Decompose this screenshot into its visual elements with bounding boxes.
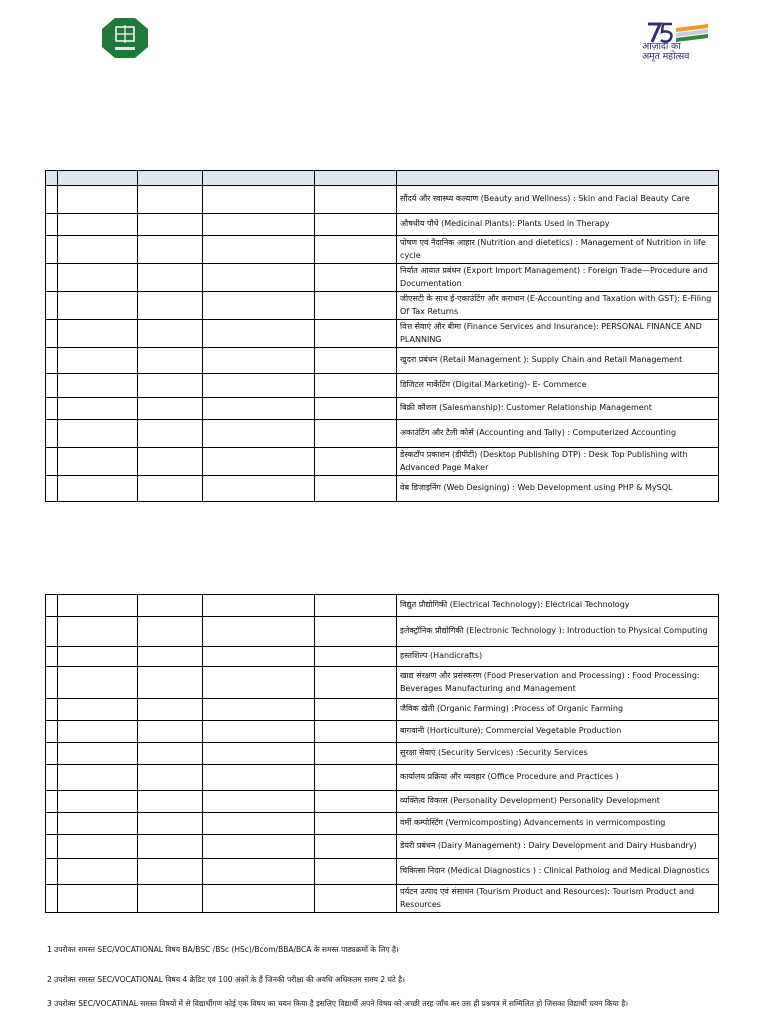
empty-cell — [58, 292, 137, 320]
empty-cell — [137, 813, 202, 835]
subject-cell: डिजिटल मार्केटिंग (Digital Marketing)- E- Commerce — [397, 374, 719, 398]
empty-cell — [314, 420, 396, 448]
empty-cell — [137, 186, 202, 214]
empty-cell — [46, 765, 58, 791]
empty-cell — [202, 765, 314, 791]
empty-cell — [202, 476, 314, 502]
empty-cell — [46, 885, 58, 913]
empty-cell — [58, 398, 137, 420]
empty-cell — [58, 420, 137, 448]
empty-cell — [58, 835, 137, 859]
empty-cell — [202, 320, 314, 348]
empty-cell — [58, 765, 137, 791]
empty-cell — [202, 791, 314, 813]
empty-cell — [137, 885, 202, 913]
subject-cell: औषधीय पौधे (Medicinal Plants): Plants Used in Therapy — [397, 214, 719, 236]
empty-cell — [314, 721, 396, 743]
empty-cell — [58, 186, 137, 214]
empty-cell — [314, 699, 396, 721]
table-row — [46, 476, 719, 502]
empty-cell — [202, 398, 314, 420]
empty-cell — [46, 348, 58, 374]
empty-cell — [58, 859, 137, 885]
subject-cell: वित्त सेवाएं और बीमा (Finance Services and Insurance): PERSONAL FINANCE AND PLANNING — [397, 320, 719, 348]
subject-cell: डेस्कटॉप प्रकाशन (डीपीटी) (Desktop Publishing DTP) : Desk Top Publishing with Advanced Page Maker — [397, 448, 719, 476]
empty-cell — [137, 264, 202, 292]
university-emblem-icon — [101, 17, 149, 59]
subject-cell: बिक्री कौशल (Salesmanship): Customer Relationship Management — [397, 398, 719, 420]
empty-cell — [202, 699, 314, 721]
subject-cell: जैविक खेती (Organic Farming) :Process of Organic Farming — [397, 699, 719, 721]
note-1: 1 उपरोक्त समस्त SEC/VOCATIONAL विषय BA/BSC /BSc (HSc)/Bcom/BBA/BCA के समस्त पाठ्यक्रमों के लिए है। — [47, 945, 399, 954]
empty-cell — [58, 214, 137, 236]
empty-cell — [202, 264, 314, 292]
empty-cell — [58, 699, 137, 721]
header-cell — [58, 171, 137, 186]
empty-cell — [46, 214, 58, 236]
subject-cell: वेब डिजाइनिंग (Web Designing) : Web Development using PHP & MySQL — [397, 476, 719, 502]
subject-cell: चिकित्सा निदान (Medical Diagnostics ) : Clinical Patholog and Medical Diagnostics — [397, 859, 719, 885]
empty-cell — [46, 420, 58, 448]
empty-cell — [46, 791, 58, 813]
empty-cell — [202, 721, 314, 743]
empty-cell — [314, 743, 396, 765]
empty-cell — [202, 420, 314, 448]
empty-cell — [314, 835, 396, 859]
empty-cell — [314, 595, 396, 617]
empty-cell — [46, 320, 58, 348]
azadi-ka-amrit-mahotsav-logo — [638, 22, 724, 64]
empty-cell — [58, 721, 137, 743]
empty-cell — [202, 348, 314, 374]
table-row — [46, 667, 719, 699]
subject-cell: पर्यटन उत्पाद एवं संसाधन (Tourism Product and Resources): Tourism Product and Resources — [397, 885, 719, 913]
empty-cell — [137, 765, 202, 791]
empty-cell — [46, 813, 58, 835]
table-header-row — [46, 171, 719, 186]
table-row — [46, 398, 719, 420]
empty-cell — [314, 374, 396, 398]
table-row — [46, 859, 719, 885]
empty-cell — [202, 859, 314, 885]
empty-cell — [58, 791, 137, 813]
table-row — [46, 617, 719, 647]
header-cell — [397, 171, 719, 186]
university-logo — [101, 17, 149, 59]
empty-cell — [58, 374, 137, 398]
empty-cell — [202, 813, 314, 835]
empty-cell — [202, 236, 314, 264]
note-2: 2 उपरोक्त समस्त SEC/VOCATIONAL विषय 4 क्रेडिट एवं 100 अंकों के हैं जिनकी परीक्षा की अवधि अधिकतम समय 2 घंटे है। — [47, 975, 405, 984]
empty-cell — [46, 743, 58, 765]
empty-cell — [46, 667, 58, 699]
header-cell — [137, 171, 202, 186]
table-row — [46, 292, 719, 320]
empty-cell — [46, 617, 58, 647]
subject-cell: बागवानी (Horticulture): Commercial Vegetable Production — [397, 721, 719, 743]
vocational-subjects-table-1 — [45, 170, 719, 502]
empty-cell — [58, 667, 137, 699]
subject-cell: डेयरी प्रबंधन (Dairy Management) : Dairy Development and Dairy Husbandry) — [397, 835, 719, 859]
header-cell — [202, 171, 314, 186]
empty-cell — [137, 236, 202, 264]
empty-cell — [137, 292, 202, 320]
empty-cell — [137, 374, 202, 398]
empty-cell — [46, 859, 58, 885]
subject-cell: अकाउंटिंग और टैली कोर्स (Accounting and Tally) : Computerized Accounting — [397, 420, 719, 448]
table-row — [46, 743, 719, 765]
empty-cell — [314, 885, 396, 913]
subject-cell: हस्तशिल्प (Handicrafts) — [397, 647, 719, 667]
empty-cell — [137, 348, 202, 374]
empty-cell — [314, 859, 396, 885]
table-row — [46, 448, 719, 476]
empty-cell — [202, 214, 314, 236]
empty-cell — [202, 885, 314, 913]
empty-cell — [46, 374, 58, 398]
empty-cell — [46, 721, 58, 743]
table-row — [46, 595, 719, 617]
vocational-subjects-table-2 — [45, 594, 719, 913]
table-row — [46, 647, 719, 667]
empty-cell — [46, 264, 58, 292]
table-row — [46, 320, 719, 348]
empty-cell — [202, 743, 314, 765]
empty-cell — [314, 813, 396, 835]
subject-cell: सुरक्षा सेवाएं (Security Services) :Security Services — [397, 743, 719, 765]
empty-cell — [137, 420, 202, 448]
empty-cell — [46, 236, 58, 264]
empty-cell — [46, 448, 58, 476]
table-row — [46, 791, 719, 813]
table-row — [46, 765, 719, 791]
empty-cell — [314, 647, 396, 667]
empty-cell — [58, 813, 137, 835]
empty-cell — [58, 264, 137, 292]
empty-cell — [314, 617, 396, 647]
subject-cell: पोषण एवं नैदानिक आहार (Nutrition and dietetics) : Management of Nutrition in life cycle — [397, 236, 719, 264]
empty-cell — [314, 667, 396, 699]
table-row — [46, 699, 719, 721]
empty-cell — [137, 791, 202, 813]
subject-cell: व्यक्तित्व विकास (Personality Development) Personality Development — [397, 791, 719, 813]
empty-cell — [137, 476, 202, 502]
empty-cell — [46, 476, 58, 502]
table-row — [46, 186, 719, 214]
empty-cell — [58, 647, 137, 667]
empty-cell — [137, 667, 202, 699]
subject-cell: जीएसटी के साथ ई-एकाउंटिंग और कराधान (E-Accounting and Taxation with GST): E-Filing Of Tax Returns — [397, 292, 719, 320]
empty-cell — [202, 667, 314, 699]
empty-cell — [314, 214, 396, 236]
empty-cell — [137, 835, 202, 859]
logo-caption: आज़ादी का अमृत महोत्सव — [642, 41, 690, 62]
empty-cell — [314, 448, 396, 476]
empty-cell — [314, 476, 396, 502]
subject-cell: कार्यालय प्रक्रिया और व्यवहार (Office Procedure and Practices ) — [397, 765, 719, 791]
empty-cell — [314, 765, 396, 791]
empty-cell — [58, 595, 137, 617]
empty-cell — [137, 859, 202, 885]
empty-cell — [46, 835, 58, 859]
subject-cell: निर्यात आयात प्रबंधन (Export Import Management) : Foreign Trade—Procedure and Documentation — [397, 264, 719, 292]
empty-cell — [46, 595, 58, 617]
empty-cell — [314, 348, 396, 374]
subject-cell: खाद्य संरक्षण और प्रसंस्करण (Food Preservation and Processing) : Food Processing: Beverages Manufacturing and Management — [397, 667, 719, 699]
subject-cell: सौंदर्य और स्वास्थ्य कल्याण (Beauty and Wellness) : Skin and Facial Beauty Care — [397, 186, 719, 214]
empty-cell — [58, 476, 137, 502]
empty-cell — [314, 264, 396, 292]
empty-cell — [314, 320, 396, 348]
subject-cell: विद्युत प्रौद्योगिकी (Electrical Technology): Electrical Technology — [397, 595, 719, 617]
empty-cell — [314, 791, 396, 813]
subject-cell: वर्मी कम्पोस्टिंग (Vermicomposting) Advancements in vermicomposting — [397, 813, 719, 835]
table-row — [46, 813, 719, 835]
empty-cell — [58, 348, 137, 374]
empty-cell — [46, 292, 58, 320]
empty-cell — [137, 699, 202, 721]
table-row — [46, 721, 719, 743]
subject-cell: खुदरा प्रबंधन (Retail Management ): Supply Chain and Retail Management — [397, 348, 719, 374]
table-row — [46, 835, 719, 859]
empty-cell — [137, 214, 202, 236]
empty-cell — [58, 448, 137, 476]
table-row — [46, 374, 719, 398]
empty-cell — [58, 885, 137, 913]
table-row — [46, 264, 719, 292]
table-row — [46, 214, 719, 236]
empty-cell — [46, 398, 58, 420]
empty-cell — [202, 292, 314, 320]
empty-cell — [202, 835, 314, 859]
note-3: 3 उपरोक्त SEC/VOCATINAL समस्त विषयों में से विद्यार्थीगण कोई एक विषय का चयन किया है इसलिए विद्यार्थी अपने विषय को अच्छी तरह जाँच कर उस ही प्रश्नपत्र में सम्मिलित हो जिसका विद्यार्थी चयन किया है। — [47, 999, 629, 1008]
header-cell — [314, 171, 396, 186]
empty-cell — [58, 236, 137, 264]
subject-cell: इलेक्ट्रॉनिक प्रौद्योगिकी (Electronic Technology ): Introduction to Physical Computing — [397, 617, 719, 647]
empty-cell — [58, 617, 137, 647]
empty-cell — [202, 186, 314, 214]
empty-cell — [46, 186, 58, 214]
empty-cell — [137, 617, 202, 647]
empty-cell — [137, 743, 202, 765]
empty-cell — [137, 320, 202, 348]
empty-cell — [137, 448, 202, 476]
empty-cell — [202, 374, 314, 398]
empty-cell — [58, 743, 137, 765]
empty-cell — [202, 448, 314, 476]
empty-cell — [137, 721, 202, 743]
empty-cell — [314, 292, 396, 320]
table-row — [46, 348, 719, 374]
empty-cell — [314, 186, 396, 214]
empty-cell — [58, 320, 137, 348]
empty-cell — [314, 236, 396, 264]
empty-cell — [202, 647, 314, 667]
table-row — [46, 420, 719, 448]
table-row — [46, 236, 719, 264]
table-row — [46, 885, 719, 913]
empty-cell — [314, 398, 396, 420]
header-cell — [46, 171, 58, 186]
empty-cell — [202, 595, 314, 617]
empty-cell — [137, 595, 202, 617]
empty-cell — [202, 617, 314, 647]
empty-cell — [46, 647, 58, 667]
empty-cell — [137, 647, 202, 667]
empty-cell — [46, 699, 58, 721]
empty-cell — [137, 398, 202, 420]
